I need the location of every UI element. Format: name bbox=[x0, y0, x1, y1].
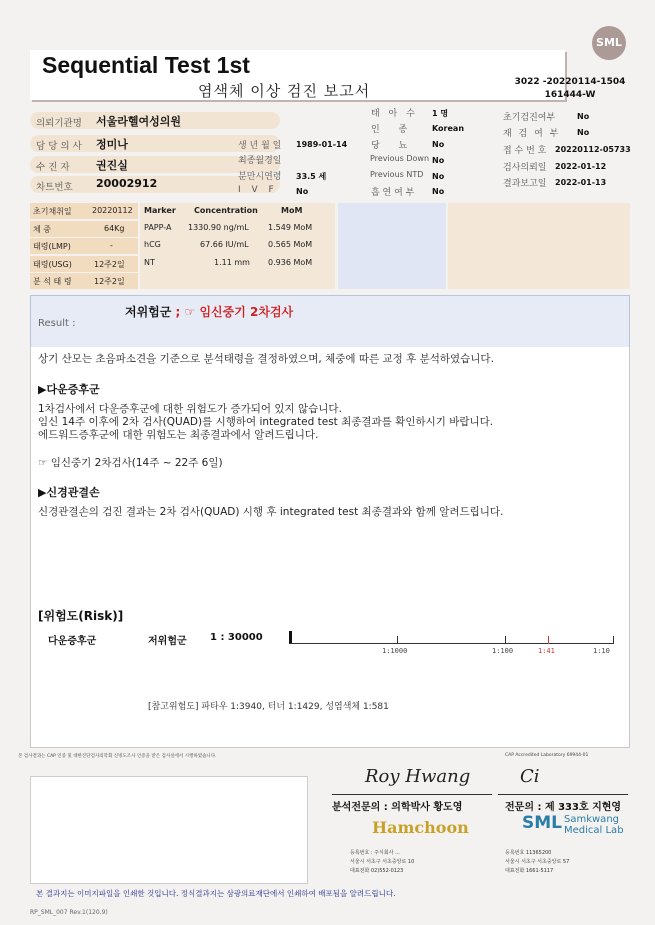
measurement-row bbox=[30, 273, 138, 289]
row-value: 64Kg bbox=[104, 224, 125, 233]
intro-text: 상기 산모는 초음파소견을 기준으로 분석태령을 결정하였으며, 체중에 따른 교정 후 분석하였습니다. bbox=[38, 353, 494, 365]
receipt-value: 20220112-05733 bbox=[555, 145, 631, 154]
fetus-value: 1 명 bbox=[432, 109, 449, 118]
row-label: 체 중 bbox=[33, 225, 51, 234]
right-address-line: 대표전화 1661-5117 bbox=[505, 868, 554, 874]
ntd-heading: ▶신경관결손 bbox=[38, 486, 100, 499]
race-label: 인 종 bbox=[371, 125, 416, 135]
request-date-label: 검사의뢰일 bbox=[503, 163, 547, 173]
ivf-value: No bbox=[296, 187, 309, 196]
risk-tick-label: 1:1000 bbox=[382, 647, 408, 655]
hamchoon-logo: Hamchoon bbox=[372, 818, 469, 837]
fine-print-right: CAP Accredited Laboratory 69944-01 bbox=[505, 753, 589, 758]
prev-ntd-label: Previous NTD bbox=[370, 170, 424, 179]
marker-mom: 0.936 MoM bbox=[268, 258, 313, 267]
measurement-row bbox=[30, 256, 138, 272]
sml-name-line: Medical Lab bbox=[564, 825, 624, 836]
sml-name-line: Samkwang bbox=[564, 814, 619, 825]
ivf-label: I V F bbox=[238, 185, 278, 195]
remarks-box bbox=[30, 776, 308, 884]
risk-scale-axis bbox=[289, 643, 614, 644]
row-value: 12주2일 bbox=[94, 277, 125, 286]
reference-risk: [참고위험도] 파타우 1:3940, 터너 1:1429, 성염색체 1:581 bbox=[148, 702, 389, 712]
marker-name: hCG bbox=[144, 240, 161, 249]
doc-no-line1: 3022 -20220114-1504 bbox=[514, 77, 626, 87]
measurement-row bbox=[30, 203, 138, 219]
dm-value: No bbox=[432, 140, 445, 149]
result-text bbox=[125, 303, 293, 320]
sml-brand-name bbox=[564, 814, 624, 836]
first-screen-label: 초기검진여부 bbox=[503, 113, 556, 123]
marker-mom: 0.565 MoM bbox=[268, 240, 313, 249]
down-syndrome-line2: 임신 14주 이후에 2차 검사(QUAD)를 시행하여 integrated test 최종결과를 확인하시기 바랍니다. bbox=[38, 416, 494, 428]
marker-conc: 1330.90 ng/mL bbox=[188, 223, 249, 232]
analyst-title: 분석전문의 : 의학박사 황도영 bbox=[332, 802, 463, 813]
risk-tick bbox=[397, 636, 398, 644]
left-address bbox=[350, 849, 414, 876]
result-next-step: 임신중기 2차검사 bbox=[199, 305, 294, 319]
row-label: 초기채취일 bbox=[33, 207, 72, 216]
right-address bbox=[505, 849, 569, 876]
footer-notice: 본 결과지는 이미지파일을 인쇄한 것입니다. 정식결과지는 삼광의료재단에서 인쇄하여 배포됨을 알려드립니다. bbox=[36, 889, 396, 898]
dob-value: 1989-01-14 bbox=[296, 140, 348, 149]
smoking-value: No bbox=[432, 187, 445, 196]
row-label: 태령(USG) bbox=[33, 260, 72, 269]
risk-tick-label: 1:41 bbox=[538, 647, 555, 655]
examinee-label: 수 진 자 bbox=[36, 162, 70, 173]
fetus-label: 태 아 수 bbox=[371, 109, 418, 119]
doctor-label: 담 당 의 사 bbox=[36, 141, 82, 152]
lmp-label: 최종월경일 bbox=[238, 156, 282, 166]
prev-down-value: No bbox=[432, 156, 445, 165]
mom-header: MoM bbox=[281, 206, 303, 215]
row-label: 분 석 태 령 bbox=[33, 277, 72, 286]
down-syndrome-line3: 에드워드증후군에 대한 위험도는 최종결과에서 알려드립니다. bbox=[38, 429, 319, 441]
marker-mom: 1.549 MoM bbox=[268, 223, 313, 232]
risk-value: 1 : 30000 bbox=[210, 632, 263, 643]
prev-down-label: Previous Down bbox=[370, 154, 430, 163]
risk-title: [위험도(Risk)] bbox=[38, 609, 124, 623]
marker-name: NT bbox=[144, 258, 155, 267]
marker-conc: 67.66 IU/mL bbox=[200, 240, 249, 249]
concentration-header: Concentration bbox=[194, 206, 258, 215]
specialist-title: 전문의 : 제 333호 지현영 bbox=[505, 802, 622, 813]
result-sep: ; ☞ bbox=[171, 305, 200, 319]
chart-label: 차트번호 bbox=[36, 182, 73, 193]
institution-value: 서울라헬여성의원 bbox=[96, 115, 182, 128]
risk-marker bbox=[289, 631, 292, 643]
measurement-row bbox=[30, 238, 138, 254]
ntd-text: 신경관결손의 검진 결과는 2차 검사(QUAD) 시행 후 integrated test 최종결과와 함께 알려드립니다. bbox=[38, 506, 504, 518]
receipt-label: 접 수 번 호 bbox=[503, 146, 547, 156]
left-address-line: 대표전화 02)552-0123 bbox=[350, 868, 404, 874]
sml-brand-logo: SML bbox=[522, 813, 562, 833]
race-value: Korean bbox=[432, 124, 465, 133]
specialist-signature-line bbox=[498, 794, 628, 795]
specialist-signature: Ci bbox=[520, 766, 540, 787]
down-syndrome-heading: ▶다운증후군 bbox=[38, 383, 100, 396]
fine-print-left: 본 검사결과는 CAP 인증 및 대한진단검사의학회 신빙도조사 인증을 받은 검사실에서 시행하였습니다. bbox=[18, 754, 217, 759]
retest-value: No bbox=[577, 128, 590, 137]
institution-label: 의뢰기관명 bbox=[36, 118, 82, 129]
marker-header: Marker bbox=[144, 206, 176, 215]
blank-panel bbox=[338, 203, 446, 289]
risk-tick bbox=[613, 636, 614, 644]
chart-value: 20002912 bbox=[96, 177, 158, 190]
risk-tick bbox=[548, 636, 549, 644]
report-date-label: 결과보고일 bbox=[503, 179, 547, 189]
report-date-value: 2022-01-13 bbox=[555, 178, 607, 187]
result-risk-group: 저위험군 bbox=[125, 305, 172, 319]
examinee-value: 권진실 bbox=[96, 159, 128, 172]
document-number bbox=[510, 76, 630, 102]
measurement-row bbox=[30, 221, 138, 237]
marker-name: PAPP-A bbox=[144, 223, 172, 232]
sml-logo: SML bbox=[592, 26, 626, 60]
prev-ntd-value: No bbox=[432, 172, 445, 181]
risk-tick-label: 1:100 bbox=[492, 647, 514, 655]
row-value: 20220112 bbox=[92, 206, 133, 215]
second-test-note: ☞ 임신중기 2차검사(14주 ~ 22주 6일) bbox=[38, 457, 223, 469]
doc-no-line2: 161444-W bbox=[544, 90, 596, 100]
left-address-line: 서울시 서초구 서초중앙로 10 bbox=[350, 859, 415, 865]
risk-group: 저위험군 bbox=[148, 636, 187, 647]
marker-table bbox=[140, 203, 335, 289]
risk-tick bbox=[505, 636, 506, 644]
revision-code: RP_SML_007 Rev.1(120.9) bbox=[30, 909, 108, 916]
marker-conc: 1.11 mm bbox=[214, 258, 250, 267]
first-screen-value: No bbox=[577, 112, 590, 121]
right-address-line: 등록번호 11365200 bbox=[505, 850, 552, 856]
smoking-label: 흡 연 여 부 bbox=[371, 188, 415, 198]
row-value: 12주2일 bbox=[94, 260, 125, 269]
analyst-signature: Roy Hwang bbox=[365, 766, 471, 787]
retest-label: 재 검 여 부 bbox=[503, 129, 561, 139]
blank-panel-2 bbox=[448, 203, 630, 289]
measurement-left-table bbox=[30, 203, 138, 289]
request-date-value: 2022-01-12 bbox=[555, 162, 607, 171]
report-title: Sequential Test 1st bbox=[42, 52, 250, 78]
risk-condition: 다운증후군 bbox=[48, 636, 97, 647]
result-label: Result : bbox=[38, 318, 76, 329]
right-address-line: 서울시 서초구 서초중앙로 57 bbox=[505, 859, 570, 865]
doctor-value: 정미나 bbox=[96, 138, 128, 151]
dob-label: 생 년 월 일 bbox=[238, 141, 282, 151]
age-label: 분만시연령 bbox=[238, 172, 282, 182]
analyst-signature-line bbox=[332, 794, 492, 795]
result-box bbox=[30, 295, 630, 349]
risk-tick-label: 1:10 bbox=[593, 647, 610, 655]
report-subtitle: 염색체 이상 검진 보고서 bbox=[198, 82, 371, 100]
left-address-line: 등록번호 : 주식회사 ... bbox=[350, 850, 400, 856]
row-value: - bbox=[110, 241, 113, 250]
down-syndrome-line1: 1차검사에서 다운증후군에 대한 위험도가 증가되어 있지 않습니다. bbox=[38, 403, 342, 415]
dm-label: 당 뇨 bbox=[371, 141, 416, 151]
row-label: 태령(LMP) bbox=[33, 242, 71, 251]
age-value: 33.5 세 bbox=[296, 172, 327, 181]
